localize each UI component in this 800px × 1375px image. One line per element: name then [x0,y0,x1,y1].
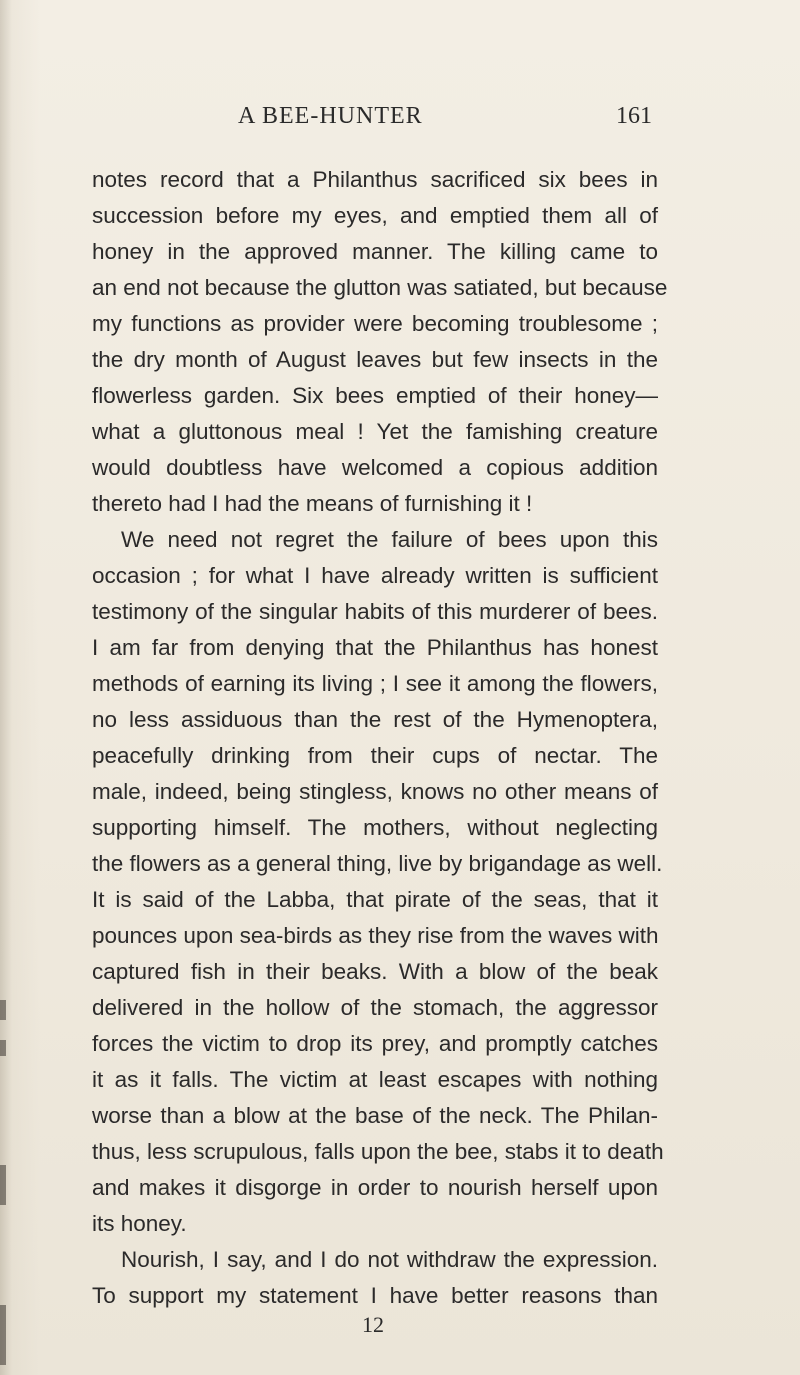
page-header [0,103,800,133]
text-line: forces the victim to drop its prey, and promptly catches [92,1031,658,1056]
text-line: honey in the approved manner. The killing came to [92,239,658,264]
text-line: thus, less scrupulous, falls upon the bee, stabs it to death [92,1139,664,1164]
text-line: testimony of the singular habits of this murderer of bees. [92,599,658,624]
text-line: my functions as provider were becoming troublesome ; [92,311,658,336]
binding-shadow-mark [0,1165,6,1205]
text-line: methods of earning its living ; I see it among the flowers, [92,671,658,696]
text-line: no less assiduous than the rest of the Hymenoptera, [92,707,658,732]
text-line: We need not regret the failure of bees upon this [121,527,658,552]
text-line: succession before my eyes, and emptied them all of [92,203,658,228]
text-line: an end not because the glutton was satiated, but because [92,275,668,300]
text-line: flowerless garden. Six bees emptied of their honey— [92,383,658,408]
running-title: A BEE-HUNTER [238,103,423,129]
text-line: thereto had I had the means of furnishing it ! [92,491,533,516]
text-line: pounces upon sea-birds as they rise from the waves with [92,923,659,948]
text-line: male, indeed, being stingless, knows no other means of [92,779,658,804]
signature-number: 12 [362,1312,384,1337]
text-line: supporting himself. The mothers, without neglecting [92,815,658,840]
page-number: 161 [616,103,652,129]
binding-shadow-mark [0,1000,6,1020]
text-line: captured fish in their beaks. With a blow of the beak [92,959,658,984]
binding-shadow-mark [0,1305,6,1365]
text-line: worse than a blow at the base of the neck. The Philan- [92,1103,658,1128]
text-line: what a gluttonous meal ! Yet the famishing creature [92,419,658,444]
text-line: occasion ; for what I have already written is sufficient [92,563,658,588]
text-line: It is said of the Labba, that pirate of the seas, that it [92,887,658,912]
text-line: Nourish, I say, and I do not withdraw the expression. [121,1247,658,1272]
text-line: its honey. [92,1211,187,1236]
text-line: it as it falls. The victim at least escapes with nothing [92,1067,658,1092]
binding-shadow-mark [0,1040,6,1056]
text-line: would doubtless have welcomed a copious addition [92,455,658,480]
text-line: delivered in the hollow of the stomach, the aggressor [92,995,658,1020]
text-line: the flowers as a general thing, live by brigandage as well. [92,851,663,876]
text-line: peacefully drinking from their cups of nectar. The [92,743,658,768]
text-line: notes record that a Philanthus sacrificed six bees in [92,167,658,192]
text-line: the dry month of August leaves but few insects in the [92,347,658,372]
text-line: I am far from denying that the Philanthus has honest [92,635,658,660]
text-line: and makes it disgorge in order to nourish herself upon [92,1175,658,1200]
text-line: To support my statement I have better reasons than [92,1283,658,1308]
